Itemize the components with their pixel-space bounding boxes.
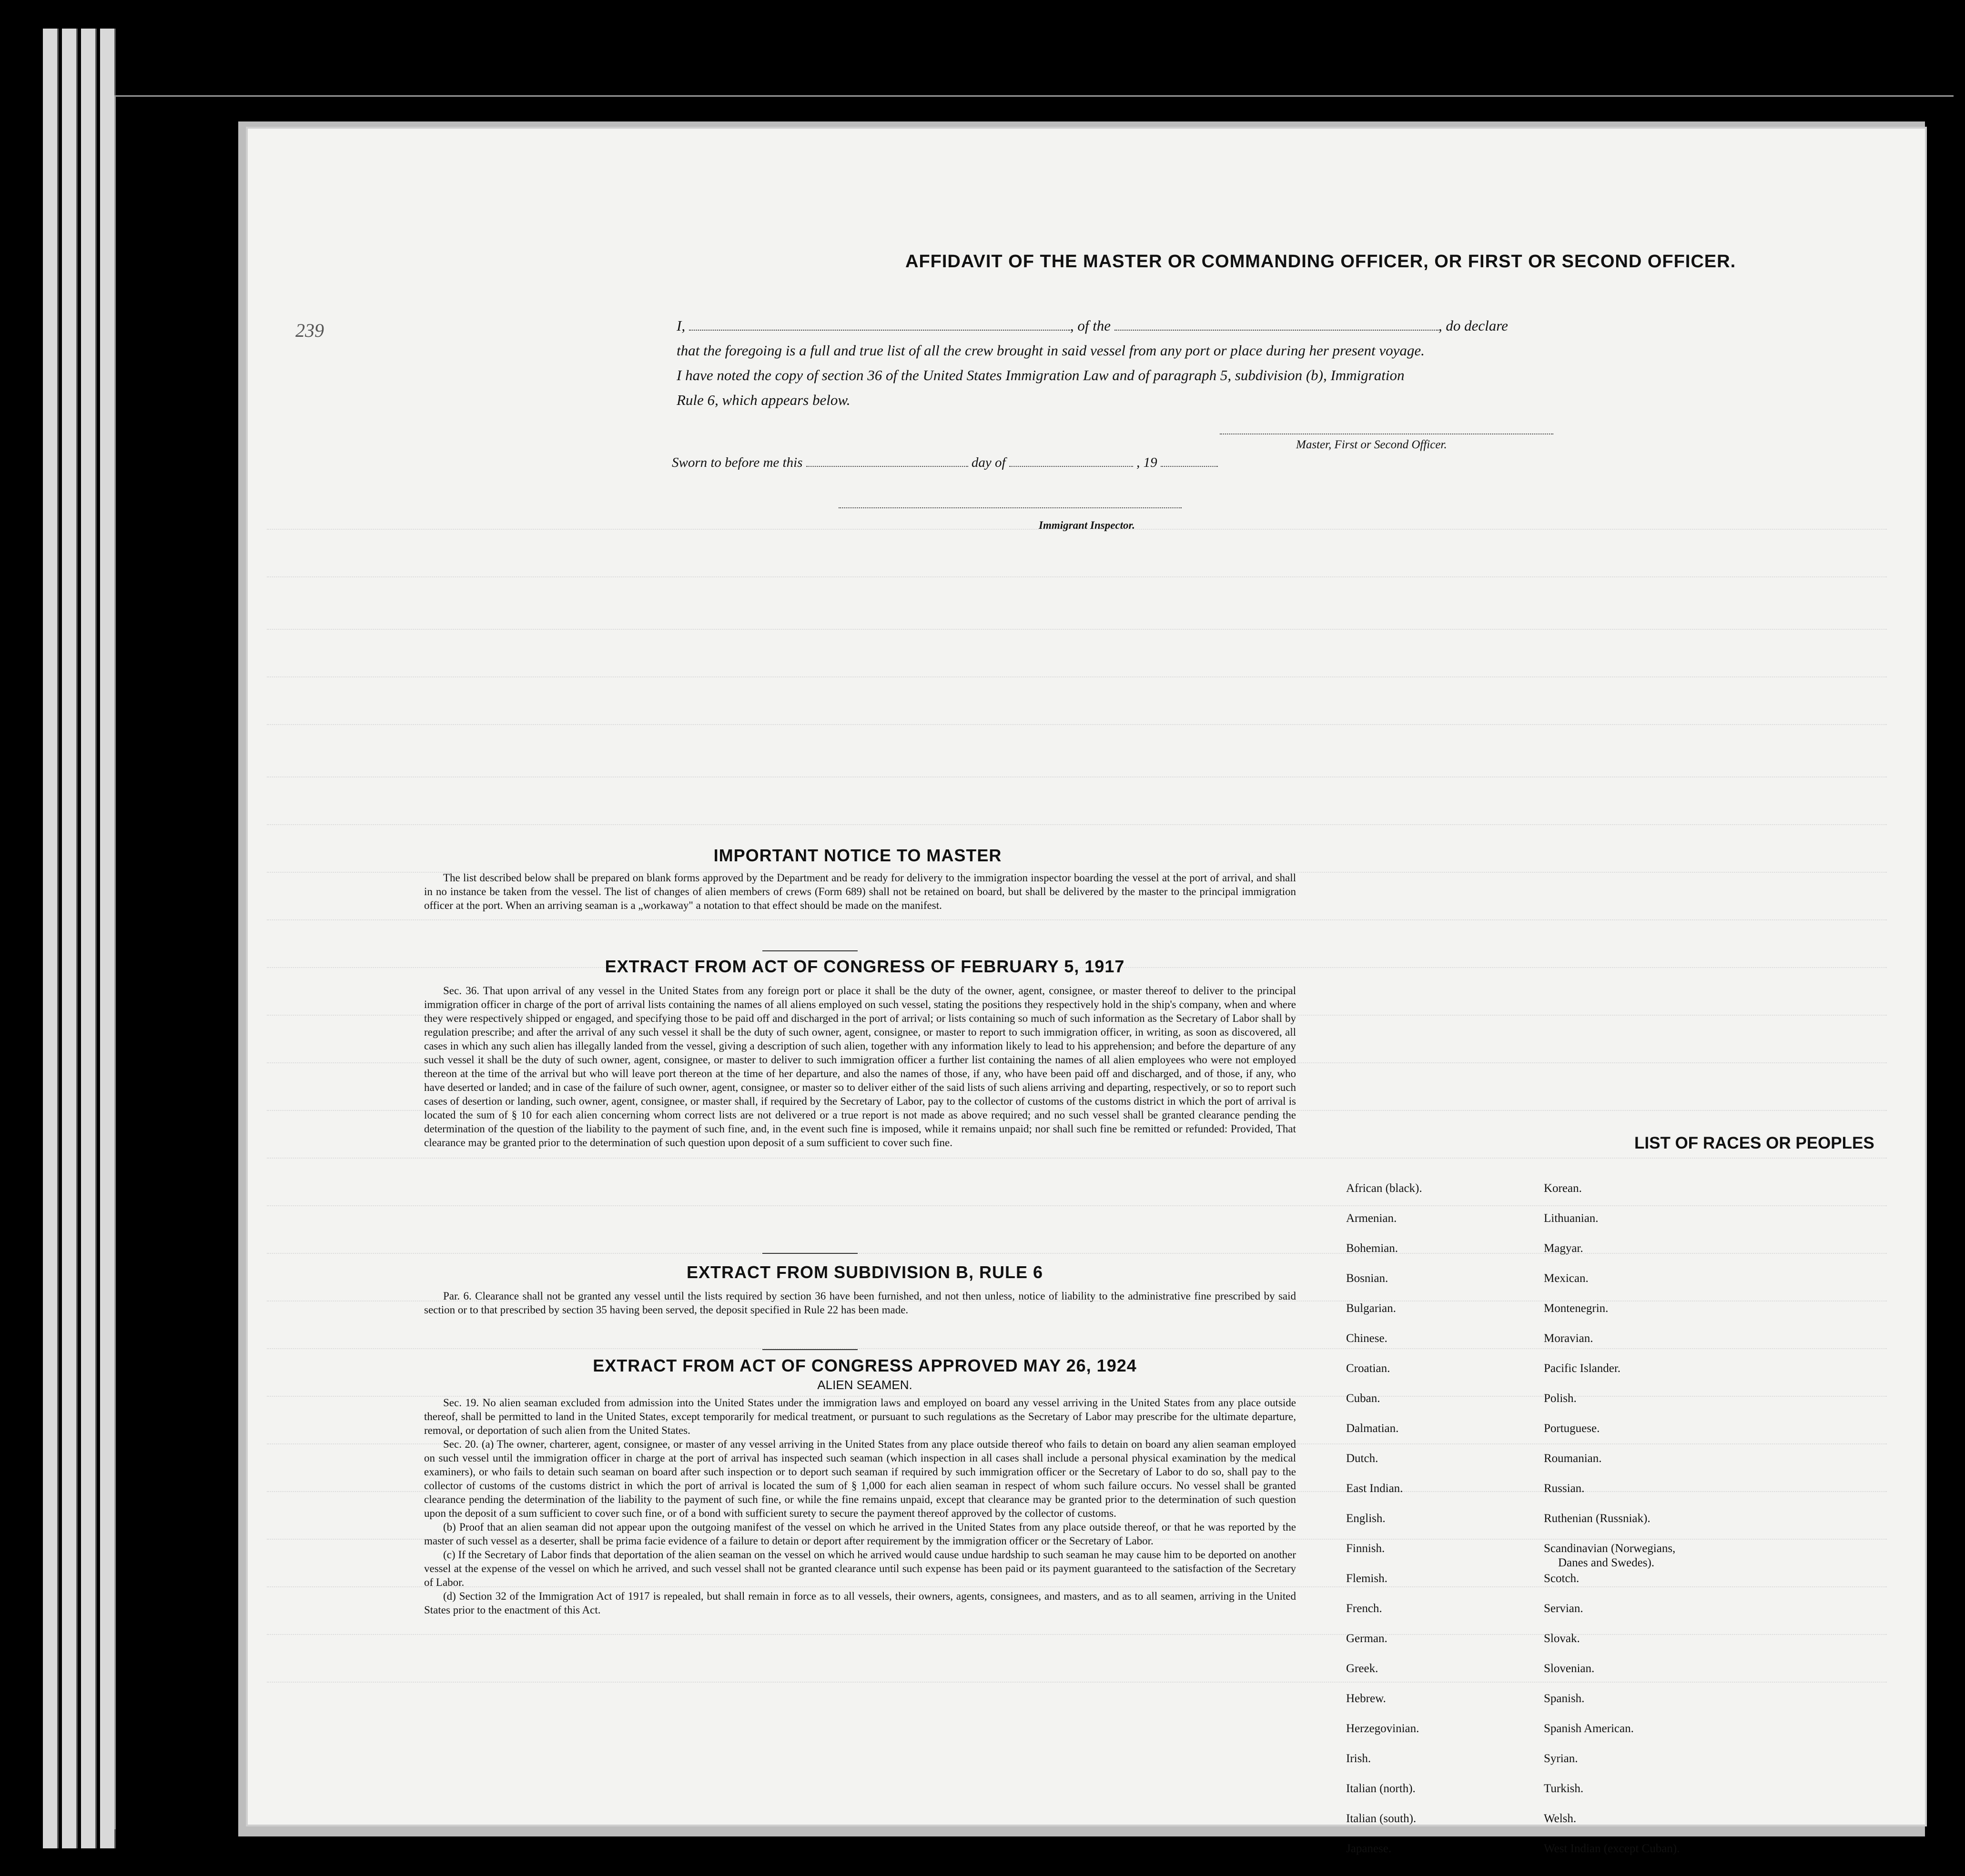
- divider-3: [762, 1349, 858, 1350]
- race-item: Dalmatian.: [1346, 1422, 1399, 1435]
- race-item: Syrian.: [1544, 1752, 1578, 1765]
- races-title: LIST OF RACES OR PEOPLES: [1634, 1134, 1874, 1152]
- frame-border-left: [114, 95, 116, 1829]
- races-left-column: [1346, 1181, 1422, 1872]
- extract-1924-text: [424, 1396, 1296, 1617]
- race-item: English.: [1346, 1512, 1386, 1525]
- race-item: Ruthenian (Russniak).: [1544, 1512, 1651, 1525]
- race-item: French.: [1346, 1602, 1382, 1615]
- race-item: Welsh.: [1544, 1812, 1577, 1825]
- race-item: Korean.: [1544, 1182, 1582, 1195]
- affidavit-line-2: that the foregoing is a full and true list of all the crew brought in said vessel from any port or place during her present voyage.: [677, 342, 1425, 359]
- page-title: AFFIDAVIT OF THE MASTER OR COMMANDING OFFICER, OR FIRST OR SECOND OFFICER.: [905, 252, 1736, 272]
- inspector-signature-line: [839, 507, 1182, 508]
- race-item: Spanish American.: [1544, 1722, 1634, 1735]
- race-item: Croatian.: [1346, 1362, 1390, 1375]
- race-item: Greek.: [1346, 1662, 1378, 1675]
- race-item: Mexican.: [1544, 1272, 1589, 1285]
- race-item: Bulgarian.: [1346, 1302, 1396, 1315]
- page-stack-edges: [43, 29, 129, 1848]
- race-item: German.: [1346, 1632, 1388, 1645]
- race-item: Japanese.: [1346, 1842, 1392, 1855]
- sec-20d: (d) Section 32 of the Immigration Act of 1917 is repealed, but shall remain in force as to all vessels, their owners, agents, consignees, and masters, and as to all seamen, arriving in the United States prior to the enactment of this Act.: [424, 1590, 1296, 1616]
- inspector-label: Immigrant Inspector.: [1039, 519, 1135, 531]
- divider-2: [762, 1253, 858, 1254]
- divider-1: [762, 950, 858, 951]
- notice-title: IMPORTANT NOTICE TO MASTER: [713, 846, 1002, 865]
- race-item: Dutch.: [1346, 1452, 1378, 1465]
- race-item: Herzegovinian.: [1346, 1722, 1419, 1735]
- race-item: Russian.: [1544, 1482, 1585, 1495]
- extract-1924-subtitle: ALIEN SEAMEN.: [817, 1378, 912, 1392]
- races-right-column: [1544, 1181, 1680, 1872]
- race-item: Bohemian.: [1346, 1242, 1398, 1255]
- affidavit-line-3: I have noted the copy of section 36 of the United States Immigration Law and of paragraph 5, subdivision (b), Immigration: [677, 367, 1405, 383]
- race-item: Servian.: [1544, 1602, 1583, 1615]
- affidavit-line-1: I, , of the , do declare: [677, 317, 1508, 334]
- handwritten-number: 239: [295, 320, 324, 341]
- race-item: East Indian.: [1346, 1482, 1403, 1495]
- race-item: Lithuanian.: [1544, 1212, 1599, 1225]
- sworn-line: Sworn to before me this day of , 19: [672, 455, 1218, 471]
- race-item: African (black).: [1346, 1182, 1422, 1195]
- race-item: Bosnian.: [1346, 1272, 1388, 1285]
- race-item: Hebrew.: [1346, 1692, 1386, 1705]
- race-item: Scotch.: [1544, 1572, 1580, 1585]
- frame-border-top: [114, 95, 1954, 97]
- affidavit-text: [677, 313, 1687, 413]
- race-item: Slovak.: [1544, 1632, 1580, 1645]
- race-item: Flemish.: [1346, 1572, 1388, 1585]
- extract-1917-title: EXTRACT FROM ACT OF CONGRESS OF FEBRUARY 5, 1917: [605, 957, 1125, 976]
- race-item: Chinese.: [1346, 1332, 1388, 1345]
- race-item: Slovenian.: [1544, 1662, 1595, 1675]
- extract-rule6-title: EXTRACT FROM SUBDIVISION B, RULE 6: [686, 1262, 1043, 1282]
- race-item: Portuguese.: [1544, 1422, 1600, 1435]
- race-item: Scandinavian (Norwegians,: [1544, 1542, 1676, 1555]
- race-item: Danes and Swedes).: [1558, 1556, 1655, 1569]
- extract-1924-title: EXTRACT FROM ACT OF CONGRESS APPROVED MAY 26, 1924: [593, 1356, 1137, 1375]
- race-item: Irish.: [1346, 1752, 1371, 1765]
- extract-rule6-text: Par. 6. Clearance shall not be granted any vessel until the lists required by section 36 have been furnished, and not then unless, notice of liability to the administrative fine prescribed by said section or to that prescribed by section 35 having been served, the deposit specified in Rule 22 has been made.: [424, 1290, 1296, 1316]
- affidavit-page: [248, 129, 1925, 1855]
- race-item: Roumanian.: [1544, 1452, 1602, 1465]
- race-item: Finnish.: [1346, 1542, 1385, 1555]
- master-label: Master, First or Second Officer.: [1296, 438, 1447, 451]
- affidavit-line-4: Rule 6, which appears below.: [677, 392, 851, 408]
- sec-20c: (c) If the Secretary of Labor finds that deportation of the alien seaman on the vessel on which he arrived would cause undue hardship to such seaman he may cause him to be deported on another vessel at the expense of the vessel on which he arrived, and such vessel shall not be granted clearance until such expense has been paid or its payment guaranteed to the satisfaction of the Secretary of Labor.: [424, 1549, 1296, 1588]
- race-item: Spanish.: [1544, 1692, 1585, 1705]
- race-item: Italian (north).: [1346, 1782, 1416, 1795]
- race-item: Pacific Islander.: [1544, 1362, 1621, 1375]
- race-item: Montenegrin.: [1544, 1302, 1609, 1315]
- extract-1917-text: Sec. 36. That upon arrival of any vessel in the United States from any foreign port or place it shall be the duty of the owner, agent, consignee, or master thereof to deliver to the principal immigration officer in charge of the port of arrival lists containing the names of all aliens employed on such vessel, stating the positions they respectively hold in the ship's company, when and where they were respectively shipped or engaged, and specifying those to be paid off and discharged in the port of arrival; or lists containing so much of such information as the Secretary of Labor shall by regulation prescribe; and after the arrival of any such vessel it shall be the duty of such owner, agent, consignee, or master to report to such immigration officer, in writing, as soon as discovered, all cases in which any such alien has illegally landed from the vessel, giving a description of such alien, together with any information likely to lead to his apprehension; and before the departure of any such vessel it shall be the duty of such owner, agent, consignee, or master to deliver to such immigration officer a further list containing the names of all alien employees who were not employed thereon at the time of the arrival but who will leave port thereon at the time of her departure, and also the names of those, if any, who have been paid off and discharged, and of those, if any, who have deserted or landed; and in case of the failure of such owner, agent, consignee, or master so to deliver either of the said lists of such aliens arriving and departing, respectively, or so to report such cases of desertion or landing, such owner, agent, consignee, or master shall, if required by the Secretary of Labor, pay to the collector of customs of the customs district in which the port of arrival is located the sum of § 10 for each alien concerning whom correct lists are not delivered or a true report is not made as above required; and no such vessel shall be granted clearance pending the determination of the question of the liability to the payment of such fine, and, in the event such fine is imposed, while it remains unpaid; nor shall such fine be remitted or refunded: Provided, That clearance may be granted prior to the determination of such question upon deposit of a sum sufficient to cover such fine.: [424, 985, 1296, 1149]
- notice-text: The list described below shall be prepared on blank forms approved by the Department and be ready for delivery to the immigration inspector boarding the vessel at the port of arrival, and shall in no instance be taken from the vessel. The list of changes of alien members of crews (Form 689) shall not be retained on board, but shall be delivered by the master to the principal immigration officer at the port. When an arriving seaman is a „workaway" a notation to that effect should be made on the manifest.: [424, 872, 1296, 911]
- sec-19: Sec. 19. No alien seaman excluded from admission into the United States under the immigration laws and employed on board any vessel arriving in the United States from any place outside thereof, shall be permitted to land in the United States, except temporarily for medical treatment, or pursuant to such regulations as the Secretary of Labor may prescribe for the ultimate departure, removal, or deportation of such alien from the United States.: [424, 1397, 1296, 1436]
- race-item: Polish.: [1544, 1392, 1577, 1405]
- sec-20a: Sec. 20. (a) The owner, charterer, agent, consignee, or master of any vessel arriving in the United States from any place outside thereof who fails to detain on board any alien seaman employed on such vessel until the immigration officer in charge at the port of arrival has inspected such seaman (which inspection in all cases shall include a personal physical examination by the medical examiners), or who fails to detain such seaman on board after such inspection or to deport such seaman if required by such immigration officer or the Secretary of Labor to do so, shall pay to the collector of customs of the customs district in which the port of arrival is located the sum of § 1,000 for each alien seaman in respect of whom such failure occurs. No vessel shall be granted clearance pending the determination of the liability to the payment of such fine, or while the fine remains unpaid, except that clearance may be granted prior to the determination of such question upon the deposit of a sum sufficient to cover such fine, or of a bond with sufficient surety to secure the payment thereof approved by the collector of customs.: [424, 1438, 1296, 1519]
- sec-20b: (b) Proof that an alien seaman did not appear upon the outgoing manifest of the vessel on which he arrived in the United States from any place outside thereof, or that he was reported by the master of such vessel as a deserter, shall be prima facie evidence of a failure to detain or deport after requirement by the immigration officer or the Secretary of Labor.: [424, 1521, 1296, 1547]
- race-item: Moravian.: [1544, 1332, 1593, 1345]
- race-item: Italian (south).: [1346, 1812, 1417, 1825]
- race-item: Cuban.: [1346, 1392, 1380, 1405]
- race-item: West Indian (except Cuban).: [1544, 1842, 1680, 1855]
- race-item: Turkish.: [1544, 1782, 1584, 1795]
- race-item: Armenian.: [1346, 1212, 1397, 1225]
- race-item: Magyar.: [1544, 1242, 1583, 1255]
